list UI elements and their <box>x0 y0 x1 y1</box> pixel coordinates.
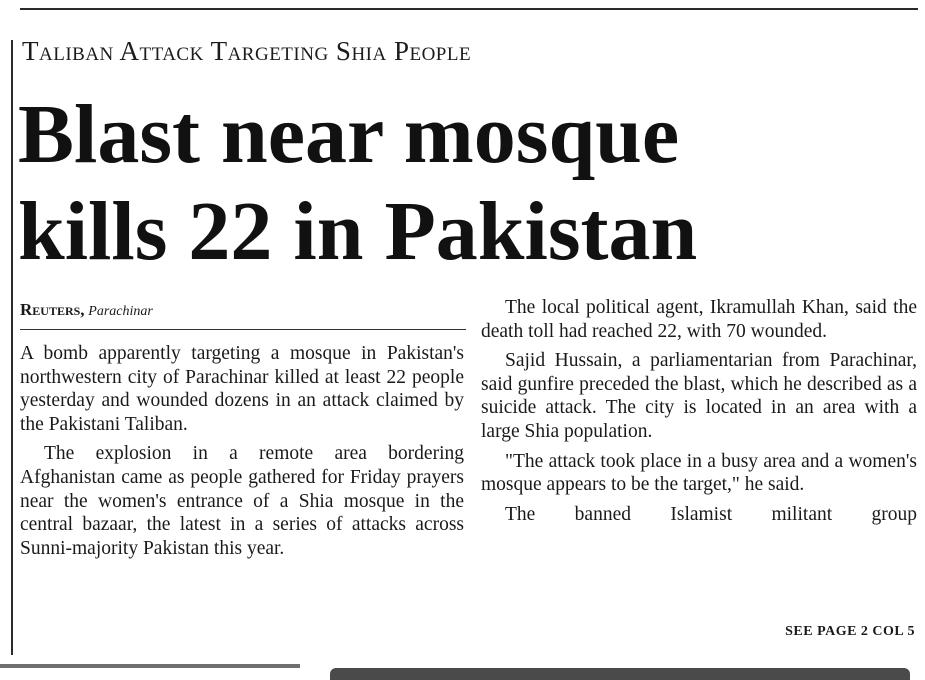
top-rule <box>20 8 918 10</box>
paragraph: The banned Islamist militant group <box>505 503 917 525</box>
body-column-left <box>20 342 464 566</box>
headline-line-1: Blast near mosque <box>18 88 680 181</box>
paragraph: Sajid Hussain, a parliamentarian from Parachinar, said gunfire preceded the blast, which he described as a suicide attack. The city is located in an area with a large Shia population. <box>481 350 917 442</box>
byline-dateline: Parachinar <box>88 304 153 319</box>
body-column-right <box>481 296 917 532</box>
byline-rule <box>20 329 466 330</box>
paragraph: The explosion in a remote area bordering Afghanistan came as people gathered for Friday prayers near the women's entrance of a Shia mosque in the central bazaar, the latest in a series of attacks across Sunni-majority Pakistan this year. <box>20 443 464 559</box>
continuation-jump-line: SEE PAGE 2 COL 5 <box>785 624 915 639</box>
headline-line-2: kills 22 in Pakistan <box>18 185 698 278</box>
next-article-edge <box>330 668 910 680</box>
byline-agency: Reuters, <box>20 300 85 319</box>
paragraph: "The attack took place in a busy area and a women's mosque appears to be the target," he said. <box>481 450 917 496</box>
kicker-headline: Taliban Attack Targeting Shia People <box>22 36 472 66</box>
paragraph: A bomb apparently targeting a mosque in Pakistan's northwestern city of Parachinar killed at least 22 people yesterday and wounded dozens in an attack claimed by the Pakistani Taliban. <box>20 343 464 435</box>
main-headline <box>18 86 697 280</box>
bottom-divider <box>0 664 300 668</box>
paragraph: The local political agent, Ikramullah Khan, said the death toll had reached 22, with 70 wounded. <box>481 297 917 342</box>
left-column-rule <box>11 40 13 655</box>
byline <box>20 300 153 320</box>
